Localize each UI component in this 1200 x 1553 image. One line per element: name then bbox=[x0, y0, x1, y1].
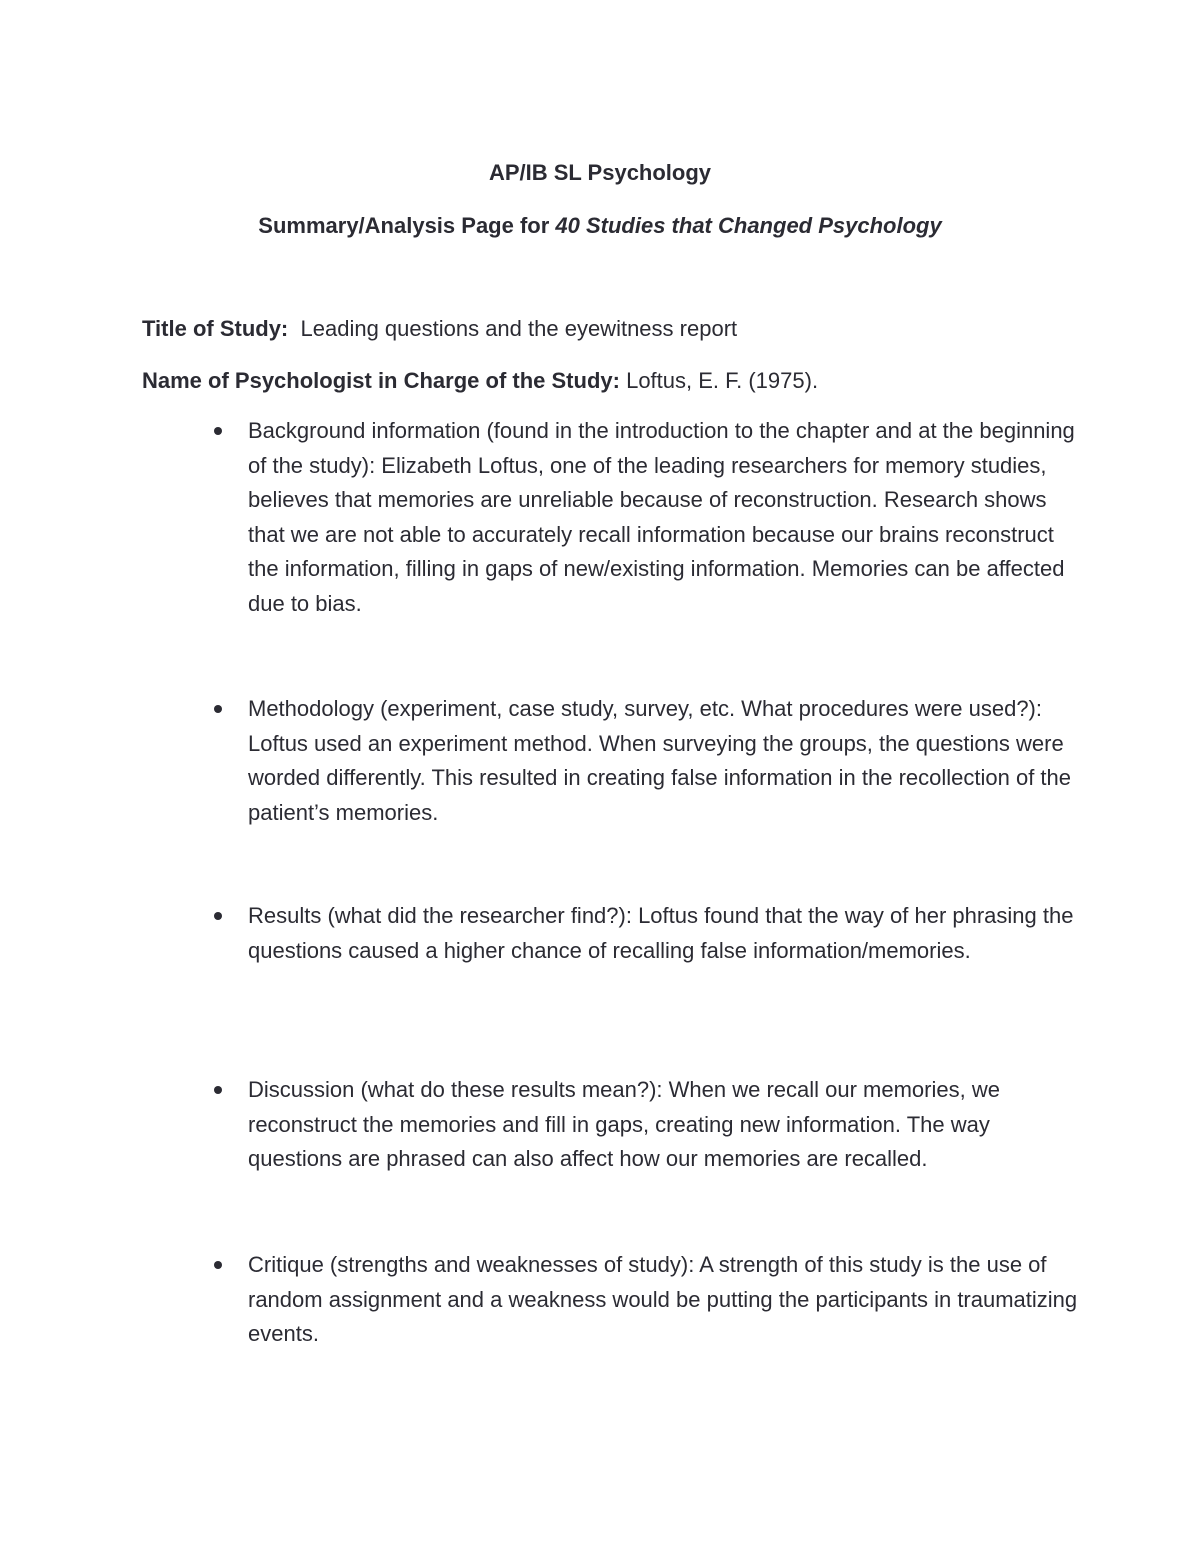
bullet-text: Critique (strengths and weaknesses of study): A strength of this study is the use of random assignment and a weakness would be putting the participants in traumatizing events. bbox=[248, 1252, 1078, 1346]
bullet-discussion bbox=[248, 1073, 1078, 1177]
bullet-text: Methodology (experiment, case study, survey, etc. What procedures were used?): Loftus used an experiment method. When surveying the groups, the questions were worded differently. This resulted in creating false information in the recollection of the patient’s memories. bbox=[248, 696, 1072, 825]
bullet-dot-icon bbox=[214, 1086, 222, 1094]
bullet-text: Discussion (what do these results mean?): When we recall our memories, we reconstruct the memories and fill in gaps, creating new information. The way questions are phrased can also affect how our memories are recalled. bbox=[248, 1077, 1000, 1171]
bullet-dot-icon bbox=[214, 1261, 222, 1269]
bullet-dot-icon bbox=[214, 705, 222, 713]
study-title-value: Leading questions and the eyewitness report bbox=[300, 316, 738, 341]
study-title-label: Title of Study: bbox=[142, 316, 289, 341]
psychologist-field bbox=[142, 366, 818, 396]
bullet-text: Background information (found in the introduction to the chapter and at the beginning of the study): Elizabeth Loftus, one of the leading researchers for memory studies, believes that memories are unreliable because of reconstruction. Research shows that we are not able to accurately recall information because our brains reconstruct the information, filling in gaps of new/existing information. Memories can be affected due to bias. bbox=[248, 418, 1075, 616]
bullet-critique bbox=[248, 1248, 1078, 1352]
psychologist-label: Name of Psychologist in Charge of the Study: bbox=[142, 368, 620, 393]
bullet-background bbox=[248, 414, 1078, 621]
psychologist-value: Loftus, E. F. (1975). bbox=[626, 368, 819, 393]
study-title-field bbox=[142, 314, 737, 344]
book-title: 40 Studies that Changed Psychology bbox=[555, 213, 942, 238]
bullet-dot-icon bbox=[214, 427, 222, 435]
bullet-methodology bbox=[248, 692, 1078, 830]
subtitle-prefix: Summary/Analysis Page for bbox=[258, 213, 556, 238]
course-title: AP/IB SL Psychology bbox=[488, 160, 712, 185]
bullet-results bbox=[248, 899, 1078, 968]
bullet-text: Results (what did the researcher find?): Loftus found that the way of her phrasing the questions caused a higher chance of recalling false information/memories. bbox=[248, 903, 1074, 963]
page-subtitle bbox=[0, 211, 1200, 241]
bullet-dot-icon bbox=[214, 912, 222, 920]
